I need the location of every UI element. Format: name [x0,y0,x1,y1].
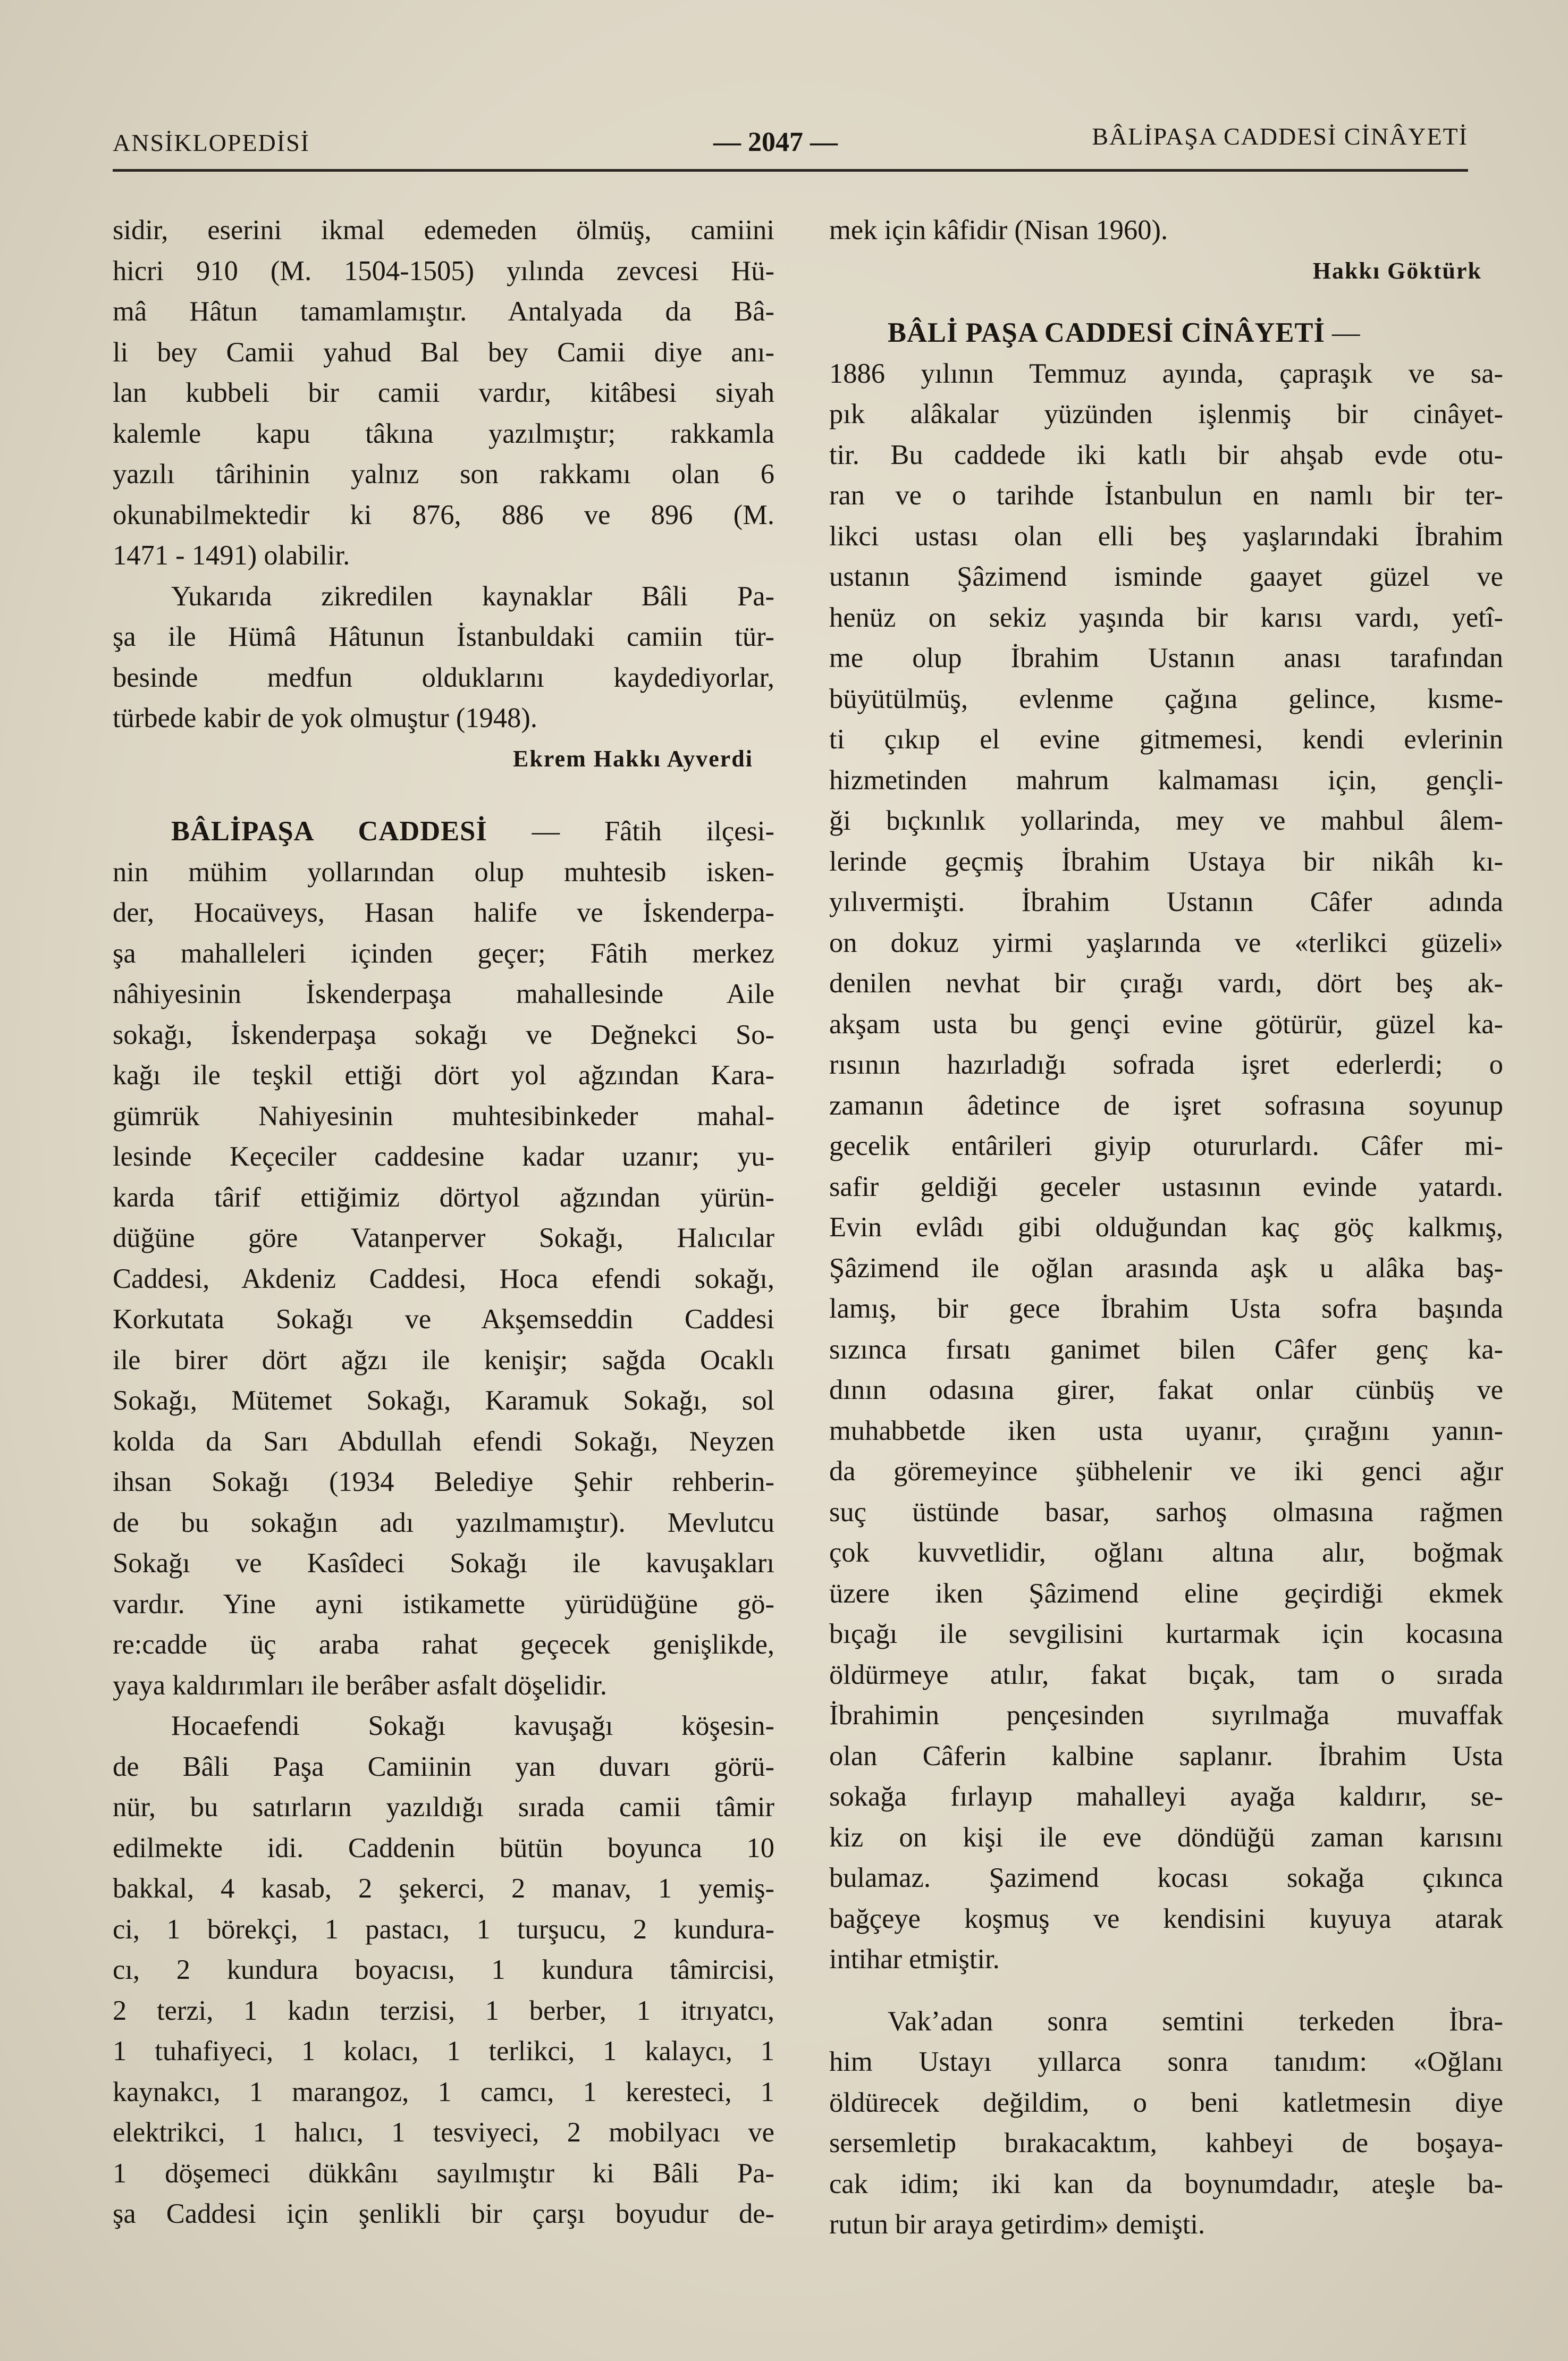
left-column [113,210,774,2234]
text-line: Sokağı, Mütemet Sokağı, Karamuk Sokağı, sol [113,1385,774,1416]
text-line: da göremeyince şübhelenir ve iki genci ağır [829,1456,1503,1487]
author-byline: Hakkı Göktürk [1312,257,1482,284]
text-line: ti çıkıp el evine gitmemesi, kendi evlerinin [829,724,1503,755]
text-line: dının odasına girer, fakat onlar cünbüş ve [829,1375,1503,1405]
text-line: nür, bu satırların yazıldığı sırada camii tâmir [113,1792,774,1823]
text-line: 1 döşemeci dükkânı sayılmıştır ki Bâli Pa- [113,2157,774,2189]
text-line: denilen nevhat bir çırağı vardı, dört beş ak- [829,968,1503,999]
text-line: cı, 2 kundura boyacısı, 1 kundura tâmircisi, [113,1954,774,1985]
text-line: bakkal, 4 kasab, 2 şekerci, 2 manav, 1 yemiş- [113,1873,774,1904]
text-line: 1471 - 1491) olabilir. [113,540,350,571]
text-line: sokağı, İskenderpaşa sokağı ve Değnekci So- [113,1019,774,1050]
text-line: karda târif ettiğimiz dörtyol ağzından yürün- [113,1182,774,1213]
text-line: Evin evlâdı gibi olduğundan kaç göç kalkmış, [829,1212,1503,1243]
text-line: çok kuvvetlidir, oğlanı altına alır, boğmak [829,1537,1503,1568]
text-line: gecelik entârileri giyip otururlardı. Câfer mi- [829,1131,1503,1161]
text-line: Hocaefendi Sokağı kavuşağı köşesin- [171,1710,774,1741]
paragraph-p0 [829,210,1503,251]
text-line: nâhiyesinin İskenderpaşa mahallesinde Aile [113,979,774,1009]
text-line: kalemle kapu tâkına yazılmıştır; rakkamla [113,418,774,449]
text-line: kolda da Sarı Abdullah efendi Sokağı, Neyzen [113,1426,774,1457]
text-line: yılıvermişti. İbrahim Ustanın Câfer adında [829,887,1503,917]
text-line: Caddesi, Akdeniz Caddesi, Hoca efendi sokağı, [113,1263,774,1294]
text-line: lamış, bir gece İbrahim Usta sofra başında [829,1293,1503,1324]
header-rule [113,169,1468,172]
paragraph-p4 [113,1706,774,2234]
paragraph-p2 [829,2001,1503,2245]
text-line: li bey Camii yahud Bal bey Camii diye anı- [113,336,774,368]
text-line: ihsan Sokağı (1934 Belediye Şehir rehberin- [113,1466,774,1497]
text-line: intihar etmiştir. [829,1944,1000,1975]
text-line: ci, 1 börekçi, 1 pastacı, 1 turşucu, 2 kundura- [113,1913,774,1945]
text-line: şa ile Hümâ Hâtunun İstanbuldaki camiin tür- [113,621,774,652]
text-line: likci ustası olan elli beş yaşlarındaki İbrahim [829,520,1503,552]
text-line: henüz on sekiz yaşında bir karısı vardı, yetî- [829,602,1503,633]
text-line: Şâzimend ile oğlan arasında aşk u alâka baş- [829,1252,1503,1284]
text-line: okunabilmektedir ki 876, 886 ve 896 (M. [113,499,774,530]
text-line: sidir, eserini ikmal edemeden ölmüş, camiini [113,215,774,246]
text-line: mek için kâfidir (Nisan 1960). [829,215,1168,246]
paragraph-p3 [113,852,774,1706]
text-line: İbrahimin pençesinden sıyrılmağa muvaffak [829,1700,1503,1731]
text-line: bağçeye koşmuş ve kendisini kuyuya atarak [829,1903,1503,1934]
text-line: şa Caddesi için şenlikli bir çarşı boyudur de- [113,2198,774,2229]
text-line: ustanın Şâzimend isminde gaayet güzel ve [829,561,1503,592]
entry-heading-line [829,313,1503,353]
entry-heading: BÂLİ PAŞA CADDESİ CİNÂYETİ [888,317,1325,348]
text-line: yaya kaldırımları ile berâber asfalt döşelidir. [113,1669,608,1701]
text-line: me olup İbrahim Ustanın anası tarafından [829,643,1503,673]
text-line: kağı ile teşkil ettiği dört yol ağzından Kara- [113,1060,774,1091]
page-number: — 2047 — [713,127,838,157]
text-line: öldürecek değildim, o beni katletmesin diye [829,2087,1503,2118]
text-line: cak idim; iki kan da boynumdadır, ateşle ba- [829,2168,1503,2199]
paragraph-p1 [829,353,1503,1980]
text-line: der, Hocaüveys, Hasan halife ve İskenderpa- [113,897,774,928]
text-line: Sokağı ve Kasîdeci Sokağı ile kavuşakları [113,1548,774,1579]
text-line: sızınca fırsatı ganimet bilen Câfer genç ka- [829,1334,1503,1365]
text-line: Yukarıda zikredilen kaynaklar Bâli Pa- [171,580,774,612]
text-line: yazılı târihinin yalnız son rakkamı olan 6 [113,459,774,490]
text-line: düğüne göre Vatanperver Sokağı, Halıcılar [113,1222,774,1253]
text-line: muhabbetde iken usta uyanır, çırağını yanın- [829,1415,1503,1446]
text-line: kiz on kişi ile eve döndüğü zaman karısını [829,1822,1503,1853]
text-line: sersemletip bırakacaktım, kahbeyi de boşaya- [829,2128,1503,2158]
running-head-right: BÂLİPAŞA CADDESİ CİNÂYETİ [1092,123,1468,150]
text-line: mâ Hâtun tamamlamıştır. Antalyada da Bâ- [113,296,774,327]
text-line: kaynakcı, 1 marangoz, 1 camcı, 1 keresteci, 1 [113,2076,774,2107]
entry-heading: BÂLİPAŞA CADDESİ [171,816,487,847]
text-line: Vak’adan sonra semtini terkeden İbra- [888,2005,1503,2037]
text-line: hicri 910 (M. 1504-1505) yılında zevcesi Hü- [113,255,774,286]
text-line: safir geldiği geceler ustasının evinde yatardı. [829,1171,1503,1202]
paragraph-p2 [113,576,774,739]
text-line: de Bâli Paşa Camiinin yan duvarı görü- [113,1751,774,1782]
text-line: Korkutata Sokağı ve Akşemseddin Caddesi [113,1304,774,1335]
text-line: lesinde Keçeciler caddesine kadar uzanır; yu- [113,1141,774,1172]
text-line: büyütülmüş, evlenme çağına gelince, kısme- [829,683,1503,714]
text-line: 1886 yılının Temmuz ayında, çapraşık ve sa- [829,358,1503,389]
text-line: sokağa fırlayıp mahalleyi ayağa kaldırır, se- [829,1781,1503,1812]
section-gap [113,779,774,811]
text-line: rutun bir araya getirdim» demişti. [829,2209,1205,2240]
text-line: ği bıçkınlık yollarinda, mey ve mahbul âlem- [829,805,1503,836]
entry-heading-tail: — [1325,317,1360,348]
text-line: vardır. Yine ayni istikamette yürüdüğüne gö- [113,1588,774,1620]
text-line: ile birer dört ağzı ile kenişir; sağda Ocaklı [113,1344,774,1376]
text-line: re:cadde üç araba rahat geçecek genişlikde, [113,1629,774,1660]
text-line: de bu sokağın adı yazılmamıştır). Mevlutcu [113,1507,774,1538]
page-header [113,118,1468,166]
text-line: pık alâkalar yüzünden işlenmiş bir cinâyet- [829,399,1503,429]
text-line: edilmekte idi. Caddenin bütün boyunca 10 [113,1832,774,1863]
text-line: 1 tuhafiyeci, 1 kolacı, 1 terlikci, 1 kalaycı, 1 [113,2036,774,2067]
entry-heading-tail: — Fâtih ilçesi- [487,816,774,847]
text-line: zamanın âdetince de işret sofrasına soyunup [829,1090,1503,1121]
author-byline: Ekrem Hakkı Ayverdi [513,745,753,772]
text-line: şa mahalleleri içinden geçer; Fâtih merkez [113,938,774,969]
text-line: elektrikci, 1 halıcı, 1 tesviyeci, 2 mobilyacı ve [113,2117,774,2148]
section-gap [829,1980,1503,2001]
running-head-left: ANSİKLOPEDİSİ [113,129,310,156]
text-line: lerinde geçmiş İbrahim Ustaya bir nikâh kı- [829,846,1503,877]
text-line: rısının hazırladığı sofrada işret ederlerdi; o [829,1049,1503,1080]
text-line: ran ve o tarihde İstanbulun en namlı bir ter- [829,480,1503,511]
text-line: suç üstünde basar, sarhoş olmasına rağmen [829,1496,1503,1528]
text-line: lan kubbeli bir camii vardır, kitâbesi siyah [113,377,774,408]
text-line: nin mühim yollarından olup muhtesib isken- [113,856,774,888]
entry-heading-line [113,811,774,852]
text-line: hizmetinden mahrum kalmaması için, gençli- [829,764,1503,796]
paragraph-p1 [113,210,774,576]
text-line: öldürmeye atılır, fakat bıçak, tam o sırada [829,1659,1503,1690]
section-gap [829,291,1503,313]
text-line: on dokuz yirmi yaşlarında ve «terlikci güzeli» [829,927,1503,958]
text-line: üzere iken Şâzimend eline geçirdiği ekmek [829,1578,1503,1609]
text-line: bulamaz. Şazimend kocası sokağa çıkınca [829,1862,1503,1893]
text-line: türbede kabir de yok olmuştur (1948). [113,703,537,733]
right-column [829,210,1503,2245]
text-line: 2 terzi, 1 kadın terzisi, 1 berber, 1 itrıyatcı, [113,1995,774,2026]
text-line: bıçağı ile sevgilisini kurtarmak için kocasına [829,1618,1503,1649]
text-line: besinde medfun olduklarını kaydediyorlar, [113,662,774,693]
text-line: tir. Bu caddede iki katlı bir ahşab evde otu- [829,439,1503,470]
text-line: him Ustayı yıllarca sonra tanıdım: «Oğlanı [829,2046,1503,2077]
text-line: akşam usta bu gençi evine götürür, güzel ka- [829,1008,1503,1040]
text-line: olan Câferin kalbine saplanır. İbrahim Usta [829,1740,1503,1772]
text-line: gümrük Nahiyesinin muhtesibinkeder mahal- [113,1100,774,1132]
